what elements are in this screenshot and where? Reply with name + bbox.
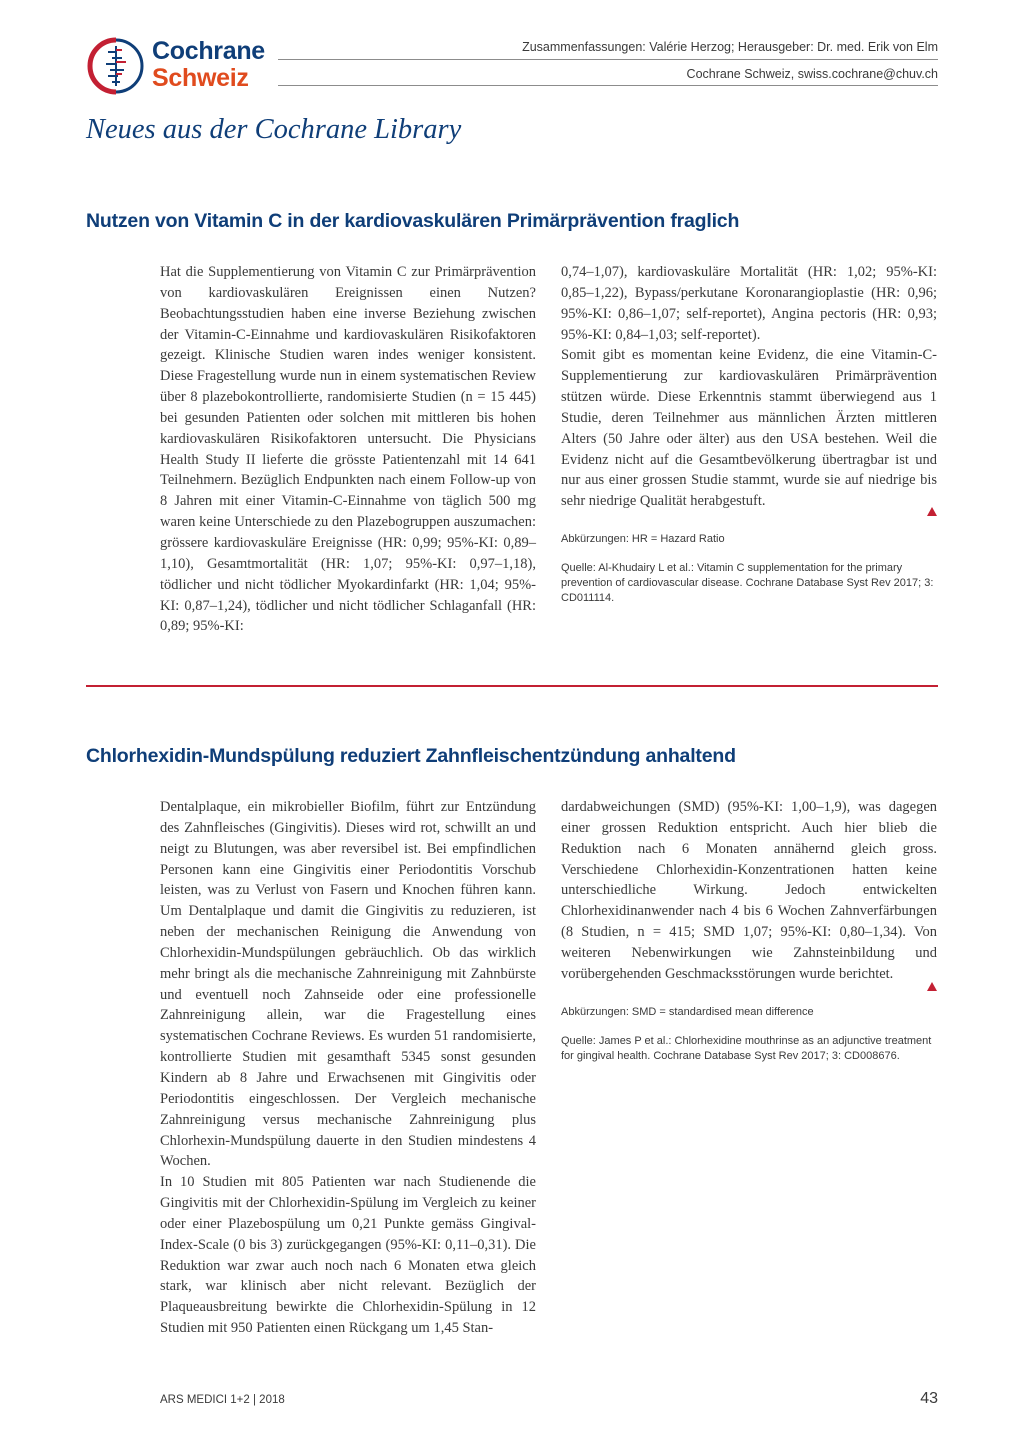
header-rule-bottom [278, 85, 938, 86]
article2-right-column [561, 797, 937, 1064]
header-editors: Zusammenfassungen: Valérie Herzog; Herausgeber: Dr. med. Erik von Elm [522, 40, 938, 54]
article1-paragraph-1: Hat die Supplementierung von Vitamin C zur Primärprävention von kardiovaskulären Ereignissen einen Nutzen? Beobachtungsstudien haben eine inverse Beziehung zwischen der Vitamin-C-Einnahme und kardiovaskulären Risikofaktoren gezeigt. Klinische Studien waren indes weniger konsistent. Diese Fragestellung wurde nun in einem systematischen Review über 8 plazebokontrollierte, randomisierte Studien (n = 15 445) bei gesunden Patienten oder solchen mit mittleren bis hohen kardiovaskulären Risikofaktoren untersucht. Die Physicians Health Study II lieferte die grösste Patientenzahl mit 14 641 Teilnehmern. Bezüglich Endpunkten nach einem Follow-up von 8 Jahren mit einer Vitamin-C-Einnahme von täglich 500 mg waren keine Unterschiede zu den Plazebogruppen auszumachen: grössere kardiovaskuläre Ereignisse (HR: 0,99; 95%-KI: 0,89–1,10), Gesamtmortalität (HR: 1,07; 95%-KI: 0,97–1,18), tödlicher und nicht tödlicher Myokardinfarkt (HR: 1,04; 95%-KI: 0,87–1,24), tödlicher und nicht tödlicher Schlaganfall (HR: 0,89; 95%-KI: [160, 264, 536, 635]
end-triangle-icon [927, 507, 937, 516]
article1-source: Quelle: Al-Khudairy L et al.: Vitamin C supplementation for the primary prevention of cardiovascular disease. Cochrane Database Syst Rev 2017; 3: CD011114. [561, 562, 934, 605]
end-triangle-icon [927, 982, 937, 991]
article2-title: Chlorhexidin-Mundspülung reduziert Zahnfleischentzündung anhaltend [86, 745, 736, 767]
header-rule-top [278, 59, 938, 60]
cochrane-logo-icon [86, 36, 146, 96]
logo-line-cochrane: Cochrane [152, 37, 265, 65]
page-title: Neues aus der Cochrane Library [86, 114, 462, 145]
footer-journal: ARS MEDICI 1+2 | 2018 [160, 1394, 285, 1406]
article1-right-column [561, 262, 937, 606]
logo-line-schweiz: Schweiz [152, 64, 249, 92]
article2-paragraph-3: dardabweichungen (SMD) (95%-KI: 1,00–1,9), was dagegen einer grossen Reduktion entspricht. Auch hier blieb die Reduktion nach 6 Monaten annähernd gleich gross. Verschiedene Chlorhexidin-Konzentrationen hatten keine unterschiedliche Wirkung. Jedoch entwickelten Chlorhexidinanwender nach 4 bis 6 Wochen Zahnverfärbungen (8 Studien, n = 415; SMD 1,07; 95%-KI: 0,80–1,34). Von weiteren Nebenwirkungen wie Zahnsteinbildung und vorübergehenden Geschmacksstörungen wurde berichtet. [561, 799, 937, 982]
article2-abbreviations: Abkürzungen: SMD = standardised mean difference [561, 1005, 814, 1018]
header-contact: Cochrane Schweiz, swiss.cochrane@chuv.ch [686, 67, 938, 81]
article2-source: Quelle: James P et al.: Chlorhexidine mouthrinse as an adjunctive treatment for gingival health. Cochrane Database Syst Rev 2017; 3: CD008676. [561, 1034, 932, 1062]
article2-paragraph-1: Dentalplaque, ein mikrobieller Biofilm, führt zur Entzündung des Zahnfleisches (Gingivitis). Dieses wird rot, schwillt an und neigt zu Blutungen, was aber reversibel ist. Bei empfindlichen Personen kann eine Gingivitis einer Periodontitis Vorschub leisten, was zu Verlust von Fasern und Knochen führen kann. Um Dentalplaque und damit die Gingivitis zu reduzieren, ist neben der mechanischen Reinigung die Anwendung von Chlorhexidin-Mundspülungen gebräuchlich. Ob das wirklich mehr bringt als die mechanische Zahnreinigung mit Zahnbürste und eventuell noch Zahnseide oder eine professionelle Zahnreinigung allein, war die Fragestellung eines systematischen Cochrane Reviews. Es wurden 51 randomisierte, kontrollierte Studien mit gesamthaft 5345 sonst gesunden Kindern ab 8 Jahre und Erwachsenen mit Gingivitis oder Periodontitis eingeschlossen. Der Vergleich mechanische Zahnreinigung versus mechanische Zahnreinigung plus Chlorhexin-Mundspülung dauerte in den Studien mindestens 4 Wochen. [160, 799, 536, 1170]
page-number: 43 [920, 1390, 938, 1407]
article1-left-column [160, 262, 536, 637]
article1-title: Nutzen von Vitamin C in der kardiovaskulären Primärprävention fraglich [86, 210, 740, 232]
logo-wordmark [152, 38, 265, 92]
article2-paragraph-2: In 10 Studien mit 805 Patienten war nach Studienende die Gingivitis mit der Chlorhexidin-Spülung im Vergleich zu keiner oder einer Plazebospülung um 0,21 Punkte gemäss Gingival-Index-Scale (0 bis 3) zurückgegangen (95%-KI: 0,11–0,31). Die Reduktion war zwar auch noch nach 6 Monaten etwa gleich stark, war klinisch aber nicht relevant. Bezüglich der Plaqueausbreitung bewirkte die Chlorhexidin-Spülung in 12 Studien mit 950 Patienten einen Rückgang um 1,45 Stan- [160, 1174, 536, 1337]
article1-paragraph-2: 0,74–1,07), kardiovaskuläre Mortalität (HR: 1,02; 95%-KI: 0,85–1,22), Bypass/perkutane Koronarangioplastie (HR: 0,96; 95%-KI: 0,86–1,07; self-reportet), Angina pectoris (HR: 0,93; 95%-KI: 0,84–1,03; self-reportet). [561, 264, 937, 343]
article1-abbreviations: Abkürzungen: HR = Hazard Ratio [561, 533, 725, 546]
article2-left-column [160, 797, 536, 1339]
article1-paragraph-3: Somit gibt es momentan keine Evidenz, die eine Vitamin-C-Supplementierung zur kardiovaskulären Primärprävention stützen würde. Diese Erkenntnis stammt überwiegend aus 1 Studie, deren Teilnehmer aus männlichen Ärzten mittleren Alters (50 Jahre oder älter) aus den USA bestehen. Weil die Evidenz nicht auf die Gesamtbevölkerung übertragbar ist und nur aus einer grossen Studie stammt, wurde sie auf niedrige bis sehr niedrige Qualität herabgestuft. [561, 347, 937, 510]
section-divider [86, 685, 938, 687]
cochrane-logo [86, 36, 266, 96]
